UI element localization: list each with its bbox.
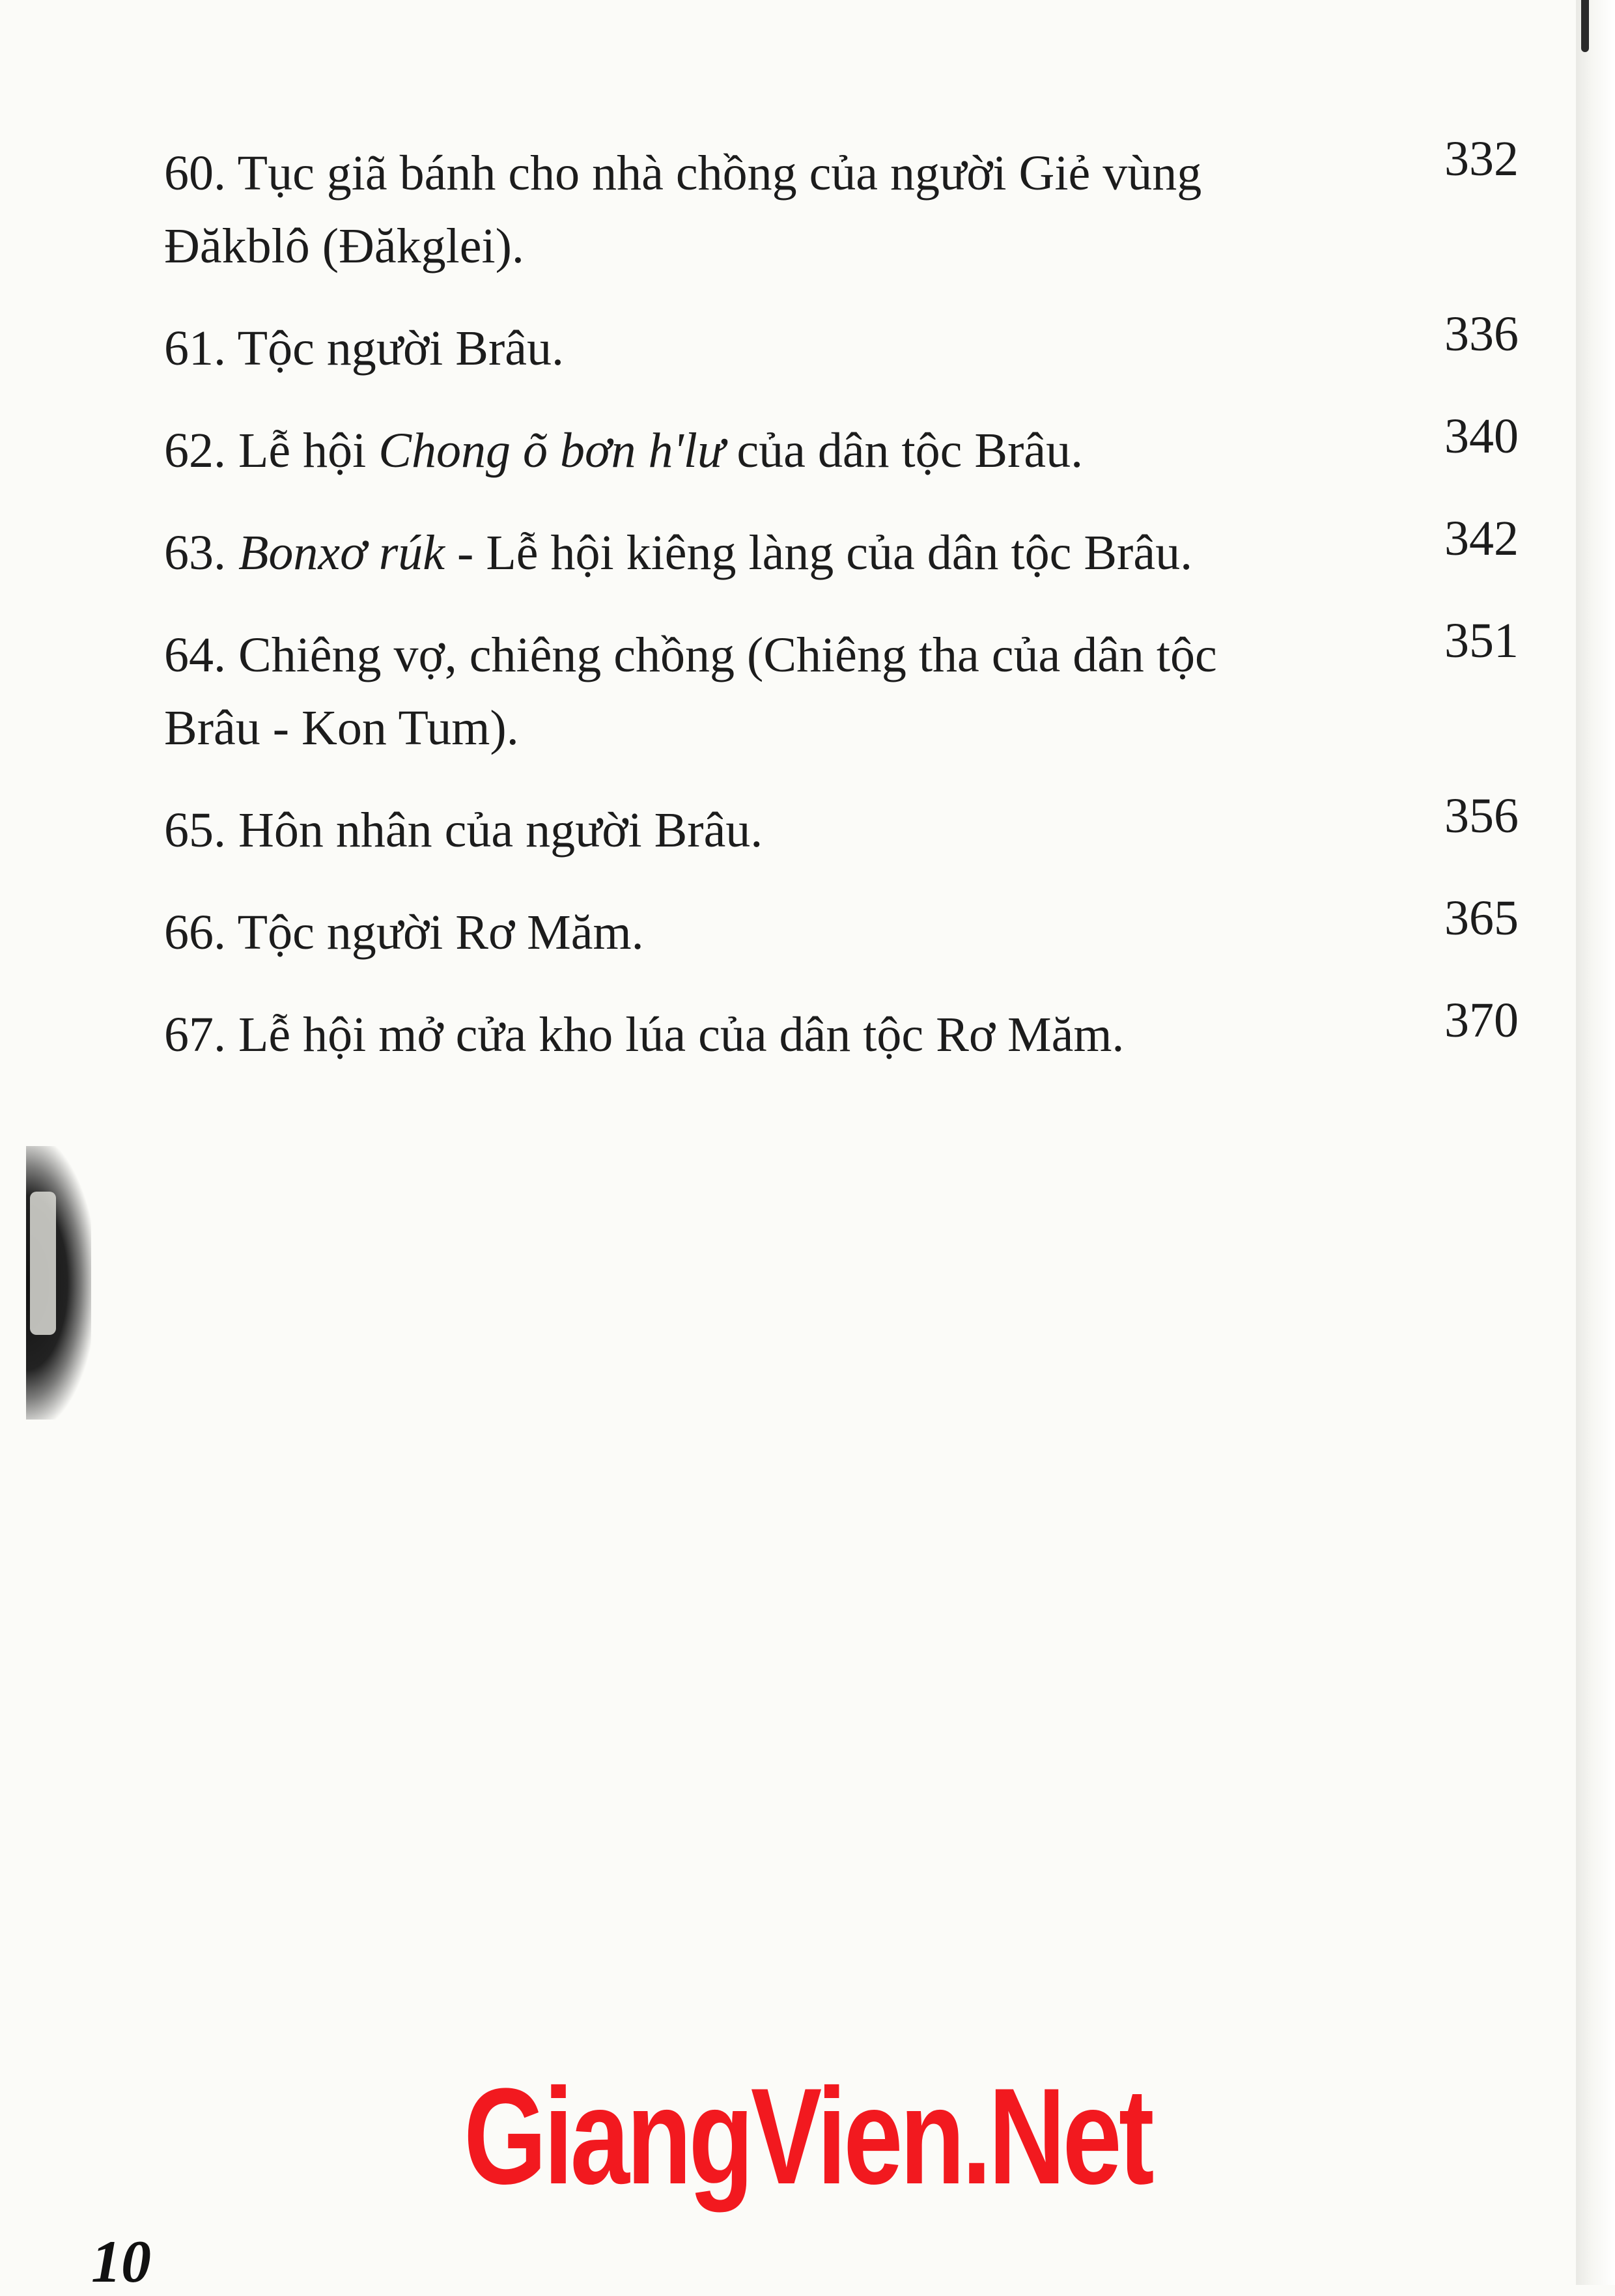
toc-entry-title [164,516,1304,589]
toc-entry-62 [164,409,1519,487]
toc-entry-title [164,998,1304,1071]
toc-entry-61 [164,307,1519,385]
toc-entry-67 [164,993,1519,1071]
toc-entry-label: Tục giã bánh cho nhà chồng của người Giẻ vùng Đăkblô (Đăkglei). [164,146,1202,273]
toc-entry-title [164,137,1304,283]
toc-entry-title [164,794,1304,867]
toc-entry-label: Hôn nhân của người Brâu. [238,803,763,858]
toc-entry-italic-term: Chong õ bơn h'lư [378,423,725,478]
toc-entry-page: 351 [1444,613,1519,668]
toc-entry-title [164,312,1304,385]
toc-entry-number: 67. [164,1007,226,1062]
toc-entry-label: Lễ hội mở cửa kho lúa của dân tộc Rơ Măm. [238,1007,1125,1062]
toc-entry-page: 365 [1444,891,1519,945]
toc-entry-title [164,619,1304,764]
toc-entry-60 [164,132,1519,283]
toc-entry-number: 60. [164,146,226,201]
toc-entry-65 [164,789,1519,867]
watermark-text: GiangVien.Net [464,2060,1151,2213]
toc-entry-page: 336 [1444,307,1519,361]
toc-entry-label: Chiêng vợ, chiêng chồng (Chiêng tha của dân tộc Brâu - Kon Tum). [164,628,1217,755]
toc-entry-page: 370 [1444,993,1519,1048]
toc-entry-number: 64. [164,628,226,682]
toc-entry-label-rest: của dân tộc Brâu. [724,423,1084,478]
toc-entry-number: 63. [164,525,226,580]
toc-entry-number: 61. [164,321,226,376]
table-of-contents [164,132,1519,1100]
page-number: 10 [91,2228,151,2295]
binding-highlight [30,1192,56,1335]
toc-entry-label: Tộc người Brâu. [237,321,565,376]
toc-entry-page: 342 [1444,511,1519,566]
toc-entry-label-rest: - Lễ hội kiêng làng của dân tộc Brâu. [445,525,1193,580]
page-edge-shadow [1576,0,1615,2285]
toc-entry-italic-term: Bonxơ rúk [238,525,445,580]
toc-entry-page: 356 [1444,789,1519,843]
toc-entry-label: Tộc người Rơ Măm. [237,905,644,960]
toc-entry-number: 66. [164,905,226,960]
toc-entry-title [164,414,1304,487]
page-edge-mark [1581,0,1589,52]
toc-entry-63 [164,511,1519,589]
toc-entry-page: 340 [1444,409,1519,464]
toc-entry-title [164,896,1304,969]
toc-entry-64 [164,613,1519,764]
toc-entry-66 [164,891,1519,969]
toc-entry-label: Lễ hội [238,423,379,478]
toc-entry-number: 62. [164,423,226,478]
toc-entry-number: 65. [164,803,226,858]
toc-entry-page: 332 [1444,132,1519,186]
